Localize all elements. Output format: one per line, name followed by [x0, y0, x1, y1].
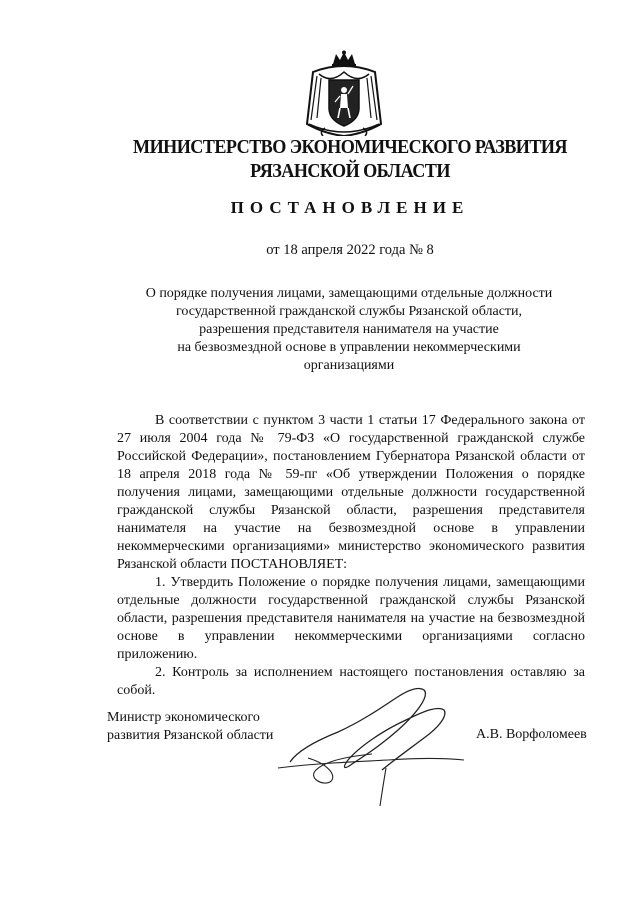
ministry-name-line-1: МИНИСТЕРСТВО ЭКОНОМИЧЕСКОГО РАЗВИТИЯ	[133, 137, 567, 158]
ministry-name-line-2: РЯЗАНСКОЙ ОБЛАСТИ	[250, 161, 450, 182]
handwritten-signature-icon	[268, 680, 468, 808]
body-item-2: 2. Контроль за исполнением настоящего постановления оставляю за собой.	[117, 665, 585, 698]
document-type: ПОСТАНОВЛЕНИЕ	[230, 198, 470, 217]
ministry-name	[80, 136, 619, 184]
signer-position-line-2: развития Рязанской области	[107, 728, 274, 743]
subject-line-4: на безвозмездной основе в управлении некоммерческими	[177, 340, 521, 355]
signer-name: А.В. Ворфоломеев	[476, 727, 587, 742]
document-subject	[120, 285, 578, 375]
signer-position-line-1: Министр экономического	[107, 710, 260, 725]
document-body	[117, 412, 585, 700]
subject-line-2: государственной гражданской службы Рязанской области,	[175, 304, 523, 319]
body-preamble: В соответствии с пунктом 3 части 1 статьи 17 Федерального закона от 27 июля 2004 года № 79-ФЗ «О государственной гражданской службе Российской Федерации», постановлением Губернатора Рязанской области от 18 апреля 2018 года № 59-пг «Об утверждении Положения о порядке получения лицами, замещающими отдельные должности государственной гражданской службы Рязанской области, разрешения представителя нанимателя на участие на безвозмездной основе в управлении некоммерческими организациями» министерство экономического развития Рязанской области ПОСТАНОВЛЯЕТ:	[117, 413, 585, 572]
body-item-1: 1. Утвердить Положение о порядке получения лицами, замещающими отдельные должности государственной гражданской службы Рязанской области, разрешения представителя нанимателя на участие на безвозмездной основе в управлении некоммерческими организациями согласно приложению.	[117, 575, 585, 662]
subject-line-5: организациями	[303, 358, 395, 373]
ryazan-coat-of-arms-icon	[305, 50, 383, 136]
document-date-number: от 18 апреля 2022 года № 8	[266, 242, 434, 258]
subject-line-1: О порядке получения лицами, замещающими отдельные должности	[145, 286, 553, 301]
subject-line-3: разрешения представителя нанимателя на участие	[199, 322, 499, 337]
